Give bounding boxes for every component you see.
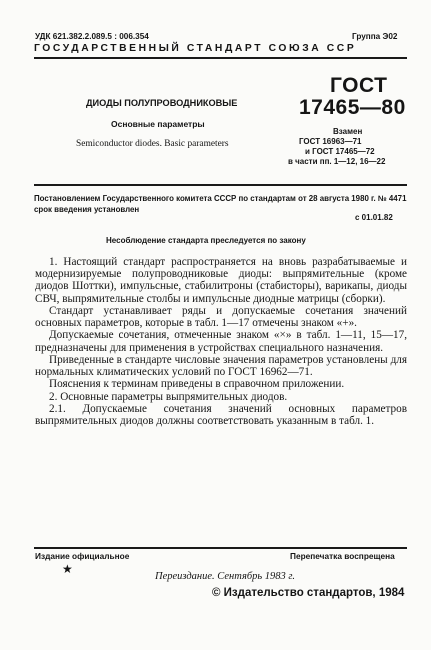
gost-number: 17465—80	[299, 96, 406, 119]
body-paragraph: 1. Настоящий стандарт распространяется на вновь разрабатываемые и модернизируемые полупроводниковые диоды: выпрямительные (кроме диодов Шоттки), импульсные, стабилитроны (стабисторы), варикапы, диоды СВЧ, выпрямительные столбы и импульсные диодные матрицы (сборки).	[35, 256, 407, 305]
reprint-ban-label: Перепечатка воспрещена	[290, 551, 395, 561]
header-rule	[34, 57, 407, 59]
reissue-note: Переиздание. Сентябрь 1983 г.	[155, 571, 295, 582]
copyright-notice: © Издательство стандартов, 1984	[212, 587, 405, 599]
official-edition-label: Издание официальное	[35, 551, 130, 561]
group-code: Группа Э02	[352, 32, 398, 41]
replacement-note-line: ГОСТ 16963—71	[299, 137, 362, 146]
gost-label: ГОСТ	[330, 74, 388, 97]
replacement-note-line: и ГОСТ 17465—72	[305, 147, 375, 156]
body-paragraph: Приведенные в стандарте числовые значения параметров установлены для нормальных климатических условий по ГОСТ 16962—71.	[35, 353, 407, 379]
title-block-rule	[34, 184, 407, 186]
document-body	[35, 256, 407, 428]
star-icon: ★	[62, 562, 73, 576]
body-paragraph: 2.1. Допускаемые сочетания значений основных параметров выпрямительных диодов должны соответствовать указанным в табл. 1.	[35, 403, 407, 428]
body-paragraph: Допускаемые сочетания, отмеченные знаком «×» в табл. 1—11, 15—17, предназначены для применения в устройствах специального назначения.	[35, 329, 407, 354]
legal-warning: Несоблюдение стандарта преследуется по закону	[106, 236, 306, 245]
decree-text: Постановлением Государственного комитета СССР по стандартам от 28 августа 1980 г. № 4471 срок введения установлен	[34, 194, 407, 215]
replacement-note-line: в части пп. 1—12, 16—22	[288, 157, 386, 166]
document-subtitle: Основные параметры	[111, 119, 205, 129]
replacement-note-line: Взамен	[333, 127, 363, 136]
document-title: ДИОДЫ ПОЛУПРОВОДНИКОВЫЕ	[86, 98, 238, 108]
document-title-english: Semiconductor diodes. Basic parameters	[76, 139, 229, 149]
body-paragraph: 2. Основные параметры выпрямительных диодов.	[49, 390, 288, 403]
body-paragraph: Стандарт устанавливает ряды и допускаемые сочетания значений основных параметров, которые в табл. 1—17 отмечены знаком «+».	[35, 304, 407, 330]
body-paragraph: Пояснения к терминам приведены в справочном приложении.	[49, 378, 345, 391]
udk-code: УДК 621.382.2.089.5 : 006.354	[35, 32, 149, 41]
effective-date: с 01.01.82	[355, 213, 393, 222]
standard-header: ГОСУДАРСТВЕННЫЙ СТАНДАРТ СОЮЗА ССР	[34, 43, 357, 54]
footer-rule	[34, 547, 407, 549]
